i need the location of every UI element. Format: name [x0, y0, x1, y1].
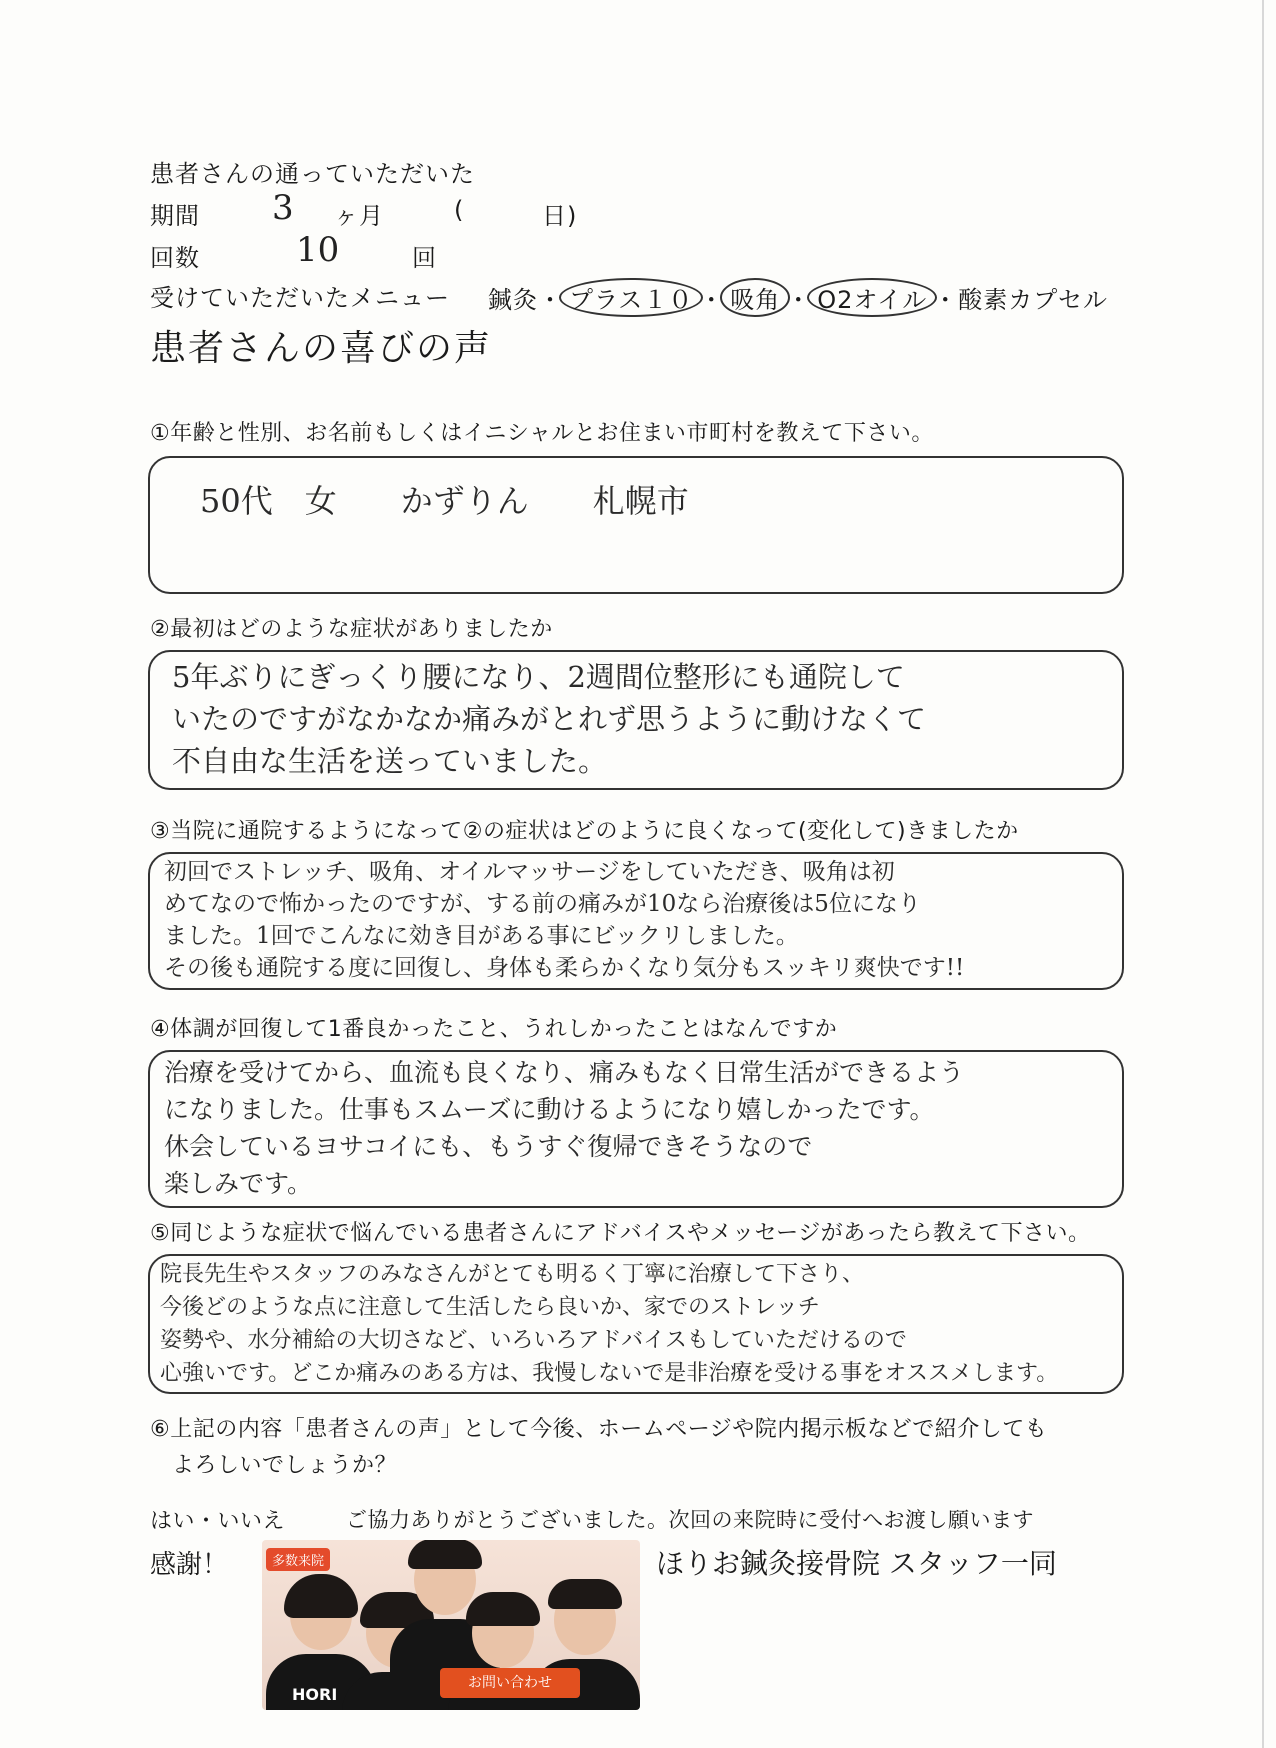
question-5-label: ⑤同じような症状で悩んでいる患者さんにアドバイスやメッセージがあったら教えて下さい。	[150, 1221, 1091, 1246]
period-days-close: 日)	[542, 202, 578, 230]
answer-line: 初回でストレッチ、吸角、オイルマッサージをしていただき、吸角は初	[164, 859, 895, 885]
answer-3-text	[164, 856, 964, 984]
answer-line: 院長先生やスタッフのみなさんがとても明るく丁寧に治療して下さり、	[160, 1262, 865, 1287]
answer-line: 不自由な生活を送っていました。	[172, 744, 608, 778]
staff-photo	[262, 1540, 640, 1710]
jersey-text: HORI	[292, 1685, 338, 1704]
answer-line: 楽しみです。	[164, 1169, 313, 1198]
answer-1-box	[148, 456, 1124, 594]
menu-item-acupuncture: 鍼灸・	[488, 286, 563, 314]
answer-2-text	[172, 656, 926, 782]
question-3-label: ③当院に通院するようになって②の症状はどのように良くなって(変化して)きましたか	[150, 819, 1019, 844]
yes-no-choice: はい・いいえ	[150, 1509, 286, 1534]
menu-label: 受けていただいたメニュー	[150, 284, 450, 312]
answer-5-text	[160, 1258, 1058, 1390]
answer-line: 50代 女 かずりん 札幌市	[200, 482, 689, 520]
answer-line: 治療を受けてから、血流も良くなり、痛みもなく日常生活ができるよう	[164, 1058, 965, 1087]
menu-item-o2oil-circled: O2オイル	[807, 278, 937, 317]
menu-items	[488, 278, 1108, 317]
answer-line: ました。1回でこんなに効き目がある事にビックリしました。	[164, 923, 799, 949]
question-6-line2: よろしいでしょうか？	[172, 1453, 398, 1478]
period-months-value: 3	[272, 188, 294, 228]
menu-item-sep: ・	[786, 286, 812, 314]
period-label: 期間	[150, 202, 200, 230]
photo-badge: 多数来院	[266, 1548, 330, 1571]
answer-line: になりました。仕事もスムーズに動けるようになり嬉しかったです。	[164, 1095, 935, 1124]
visits-value: 10	[296, 230, 340, 270]
menu-item-oxygen-capsule: 酸素カプセル	[958, 286, 1109, 314]
menu-item-sep: ・	[933, 286, 959, 314]
period-unit: ヶ月	[334, 202, 384, 230]
contact-button: お問い合わせ	[440, 1668, 580, 1698]
question-4-label: ④体調が回復して1番良かったこと、うれしかったことはなんですか	[150, 1017, 838, 1042]
answer-1-text	[200, 480, 689, 522]
visits-unit: 回	[412, 244, 437, 272]
answer-line: 姿勢や、水分補給の大切さなど、いろいろアドバイスもしていただけるので	[160, 1328, 907, 1353]
visits-label: 回数	[150, 244, 200, 272]
answer-line: 休会しているヨサコイにも、もうすぐ復帰できそうなので	[164, 1132, 813, 1161]
menu-item-plus10-circled: プラス１０	[559, 278, 703, 317]
page-title: 患者さんの喜びの声	[150, 328, 493, 369]
menu-item-sep: ・	[699, 286, 725, 314]
clinic-signature: ほりお鍼灸接骨院 スタッフ一同	[656, 1547, 1057, 1580]
answer-line: いたのですがなかなか痛みがとれず思うように動けなくて	[172, 702, 927, 736]
thanks-message: ご協力ありがとうございました。次回の来院時に受付へお渡し願います	[346, 1508, 1034, 1532]
period-days-open: (	[454, 196, 465, 224]
answer-line: その後も通院する度に回復し、身体も柔らかくなり気分もスッキリ爽快です!!	[164, 955, 965, 981]
question-6-line1: ⑥上記の内容「患者さんの声」として今後、ホームページや院内掲示板などで紹介しても	[150, 1417, 1048, 1442]
scan-edge	[1262, 0, 1264, 1748]
question-1-label: ①年齢と性別、お名前もしくはイニシャルとお住まい市町村を教えて下さい。	[150, 421, 934, 446]
answer-line: 今後どのような点に注意して生活したら良いか、家でのストレッチ	[160, 1295, 820, 1320]
menu-item-cupping-circled: 吸角	[720, 278, 790, 317]
answer-line: 心強いです。どこか痛みのある方は、我慢しないで是非治療を受ける事をオススメします。	[160, 1361, 1059, 1386]
kansha-label: 感謝！	[150, 1550, 229, 1580]
question-2-label: ②最初はどのような症状がありましたか	[150, 617, 553, 642]
answer-line: めてなので怖かったのですが、する前の痛みが10なら治療後は5位になり	[164, 891, 921, 917]
answer-line: 5年ぶりにぎっくり腰になり、2週間位整形にも通院して	[172, 660, 905, 694]
header-line1: 患者さんの通っていただいた	[150, 160, 475, 188]
answer-4-text	[164, 1054, 964, 1202]
